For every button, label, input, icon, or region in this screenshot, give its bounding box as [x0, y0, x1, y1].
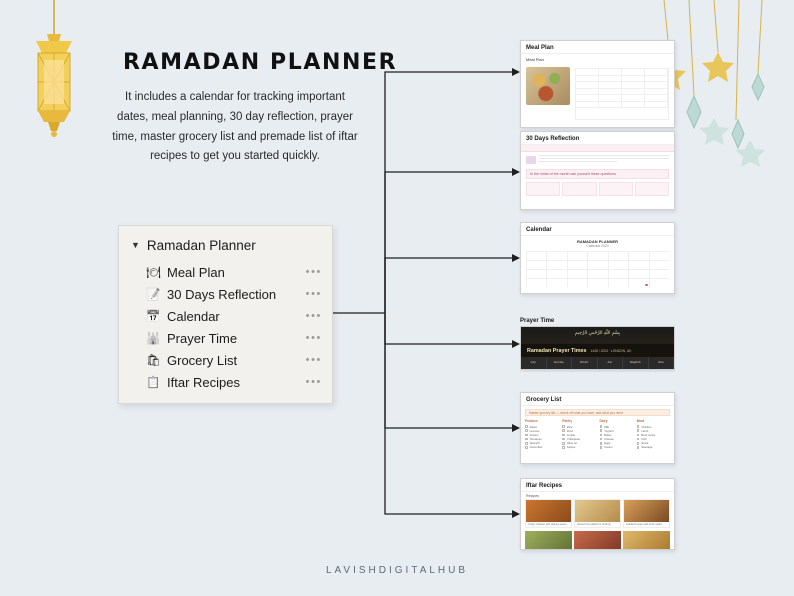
sidebar-item-label: Prayer Time — [167, 330, 238, 346]
thumbnail-title: Calendar — [521, 223, 674, 236]
recipe-caption: Loaded burger with fresh salad — [626, 523, 662, 526]
grocery-item: Cucumber — [529, 445, 543, 450]
grocery-item: Milk — [604, 424, 610, 429]
grocery-item: Rice — [566, 424, 573, 429]
thumbnail-image — [526, 156, 536, 164]
reflection-icon: 📝 — [146, 289, 161, 301]
recipe-photo — [575, 500, 620, 522]
grocery-icon: 🛍 — [146, 355, 161, 367]
recipe-photo — [574, 531, 621, 550]
iftar-card — [525, 499, 572, 528]
thumbnail-prayer-time[interactable] — [520, 314, 675, 372]
grocery-group-header: Pantry — [562, 419, 573, 423]
row-menu-icon[interactable]: ••• — [305, 288, 322, 300]
thumbnail-iftar-recipes[interactable] — [520, 478, 675, 550]
sidebar-item-label: Grocery List — [167, 352, 238, 368]
mosque-icon: 🕌 — [146, 333, 161, 345]
checkbox-icon[interactable] — [600, 429, 603, 432]
grocery-item: Chickpeas — [566, 437, 580, 442]
thumbnail-title: Grocery List — [521, 393, 674, 406]
checkbox-icon[interactable] — [525, 446, 528, 449]
thumbnail-grocery-list[interactable] — [520, 392, 675, 464]
grocery-item: Lemons — [529, 428, 540, 433]
page-title: RAMADAN PLANNER — [123, 50, 398, 75]
grocery-item: Tomatoes — [529, 437, 542, 442]
thumbnail-calendar[interactable] — [520, 222, 675, 294]
grocery-group — [637, 419, 670, 450]
grocery-group — [600, 419, 633, 450]
reflection-heading-row — [521, 152, 674, 167]
sidebar-item-30-days-reflection[interactable] — [119, 283, 332, 305]
grocery-item: Lamb — [641, 428, 649, 433]
sidebar-item-iftar-recipes[interactable] — [119, 371, 332, 393]
reflection-card — [599, 182, 633, 196]
sidebar-item-grocery-list[interactable] — [119, 349, 332, 371]
meal-plan-heading: Meal Plan — [526, 57, 544, 62]
grocery-item: Lentils — [566, 432, 575, 437]
meal-plan-table — [575, 68, 669, 120]
reflection-banner — [521, 145, 674, 152]
checkbox-icon[interactable] — [525, 434, 528, 437]
thumbnail-preview — [521, 54, 674, 124]
recipes-icon: 📋 — [146, 377, 161, 389]
sidebar-item-label: Iftar Recipes — [167, 374, 240, 390]
grocery-item: Spinach — [529, 441, 540, 446]
grocery-item: Cream — [604, 445, 613, 450]
grocery-item: Onions — [529, 432, 539, 437]
thumbnail-title: Meal Plan — [521, 41, 674, 54]
checkbox-icon[interactable] — [637, 425, 640, 428]
recipe-caption: Spiced rice platter for sharing — [577, 523, 611, 526]
recipe-photo — [526, 500, 571, 522]
grocery-group-header: Meat — [636, 419, 645, 423]
chevron-down-icon[interactable]: ▼ — [131, 240, 140, 250]
prayer-columns — [521, 357, 674, 369]
iftar-cards — [521, 499, 674, 531]
thumbnail-title: 30 Days Reflection — [521, 132, 674, 145]
checkbox-icon[interactable] — [600, 438, 603, 441]
grocery-banner: Master grocery list — check off what you have, add what you need — [525, 409, 670, 416]
calendar-heading: RAMADAN PLANNER — [576, 239, 619, 244]
row-menu-icon[interactable]: ••• — [305, 266, 322, 278]
food-photo — [526, 67, 570, 105]
checkbox-icon[interactable] — [600, 434, 603, 437]
row-menu-icon[interactable]: ••• — [305, 310, 322, 322]
checkbox-icon[interactable] — [637, 442, 640, 445]
reflection-heading — [539, 155, 669, 164]
bismillah-text: بِسْمِ اللّهِ الرَّحْمنِ الرَّحِيمِ — [574, 331, 621, 336]
reflection-cards — [521, 181, 674, 197]
grocery-item: Chicken — [641, 424, 652, 429]
thumbnail-title: Iftar Recipes — [521, 479, 674, 492]
iftar-card — [623, 499, 670, 528]
sidebar-item-prayer-time[interactable] — [119, 327, 332, 349]
checkbox-icon[interactable] — [600, 425, 603, 428]
checkbox-icon[interactable] — [562, 434, 565, 437]
grocery-item: Cheese — [604, 437, 614, 442]
calendar-event-dot — [645, 284, 648, 287]
checkbox-icon[interactable] — [637, 438, 640, 441]
iftar-photo-strip — [521, 531, 674, 550]
checkbox-icon[interactable] — [525, 442, 528, 445]
recipe-photo — [624, 500, 669, 522]
recipe-photo — [525, 531, 572, 550]
calendar-subheading: Calendar 2024 — [586, 244, 609, 248]
grocery-item: Dates — [529, 424, 537, 429]
grocery-item: Olive oil — [566, 441, 577, 446]
thumbnail-preview — [521, 492, 674, 550]
grocery-group-header: Produce — [525, 419, 538, 423]
checkbox-icon[interactable] — [637, 434, 640, 437]
grocery-item: Spices — [566, 445, 576, 450]
prayer-column: Asr — [598, 357, 624, 369]
thumbnail-30-days-reflection[interactable] — [520, 131, 675, 210]
sidebar-item-calendar[interactable] — [119, 305, 332, 327]
lantern-left-decoration — [14, 0, 94, 200]
grocery-item: Beef mince — [641, 432, 656, 437]
sidebar-item-label: 30 Days Reflection — [167, 286, 277, 302]
checkbox-icon[interactable] — [637, 446, 640, 449]
grocery-item: Eggs — [604, 441, 611, 446]
thumbnail-meal-plan[interactable] — [520, 40, 675, 128]
thumbnail-preview — [521, 236, 674, 291]
panel-header[interactable] — [119, 234, 332, 261]
grocery-item: Fish — [641, 437, 647, 442]
prayer-hero-subtitle: 1445 / 2024 · LONDON, UK — [590, 348, 632, 353]
checkbox-icon[interactable] — [562, 429, 565, 432]
reflection-card — [526, 182, 560, 196]
calendar-icon: 📅 — [146, 311, 161, 323]
reflection-question: In the midst of the month ask yourself these questions — [526, 169, 669, 179]
grocery-item: Yoghurt — [604, 428, 614, 433]
page-description: It includes a calendar for tracking important dates, meal planning, 30 day reflection, prayer time, master grocery list and premade list of iftar recipes to get you started quickly. — [112, 91, 358, 163]
grocery-item: Stock — [641, 441, 649, 446]
sidebar-item-label: Calendar — [167, 308, 220, 324]
checkbox-icon[interactable] — [525, 438, 528, 441]
grocery-item: Flour — [566, 428, 574, 433]
prayer-hero-title: Ramadan Prayer Times — [527, 347, 587, 354]
row-menu-icon[interactable]: ••• — [305, 376, 322, 388]
reflection-card — [635, 182, 669, 196]
iftar-subheading: Recipes — [526, 494, 539, 498]
checkbox-icon[interactable] — [525, 425, 528, 428]
prayer-column: Isha — [649, 357, 675, 369]
brand-footer: LAVISHDIGITALHUB — [325, 565, 469, 576]
calendar-grid — [521, 249, 674, 291]
thumbnail-preview — [521, 409, 674, 450]
prayer-column: Fajr — [521, 357, 547, 369]
row-menu-icon[interactable]: ••• — [305, 354, 322, 366]
prayer-column: Sunrise — [547, 357, 573, 369]
grocery-group-header: Dairy — [599, 419, 608, 423]
grocery-group — [525, 419, 558, 450]
sidebar-item-label: Meal Plan — [167, 264, 225, 280]
recipe-caption: Crispy chicken with dipping sauce — [528, 523, 567, 526]
recipe-photo — [623, 531, 670, 550]
grocery-item: Sausage — [641, 445, 653, 450]
prayer-column: Dhuhr — [572, 357, 598, 369]
checkbox-icon[interactable] — [562, 446, 565, 449]
meal-icon: 🍽 — [146, 267, 161, 279]
thumbnail-preview — [521, 145, 674, 197]
prayer-column: Maghrib — [623, 357, 649, 369]
checkbox-icon[interactable] — [562, 442, 565, 445]
panel-title: Ramadan Planner — [146, 238, 256, 253]
iftar-card — [574, 499, 621, 528]
checkbox-icon[interactable] — [600, 442, 603, 445]
ramadan-planner-panel — [118, 225, 333, 404]
checkbox-icon[interactable] — [562, 438, 565, 441]
checkbox-icon[interactable] — [525, 429, 528, 432]
sidebar-item-meal-plan[interactable] — [119, 261, 332, 283]
grocery-columns — [521, 419, 674, 450]
thumbnail-title: Prayer Time — [520, 318, 555, 324]
reflection-card — [562, 182, 596, 196]
thumbnail-preview — [520, 326, 675, 370]
row-menu-icon[interactable]: ••• — [305, 332, 322, 344]
checkbox-icon[interactable] — [600, 446, 603, 449]
grocery-group — [562, 419, 595, 450]
checkbox-icon[interactable] — [637, 429, 640, 432]
grocery-item: Butter — [604, 432, 612, 437]
checkbox-icon[interactable] — [562, 425, 565, 428]
